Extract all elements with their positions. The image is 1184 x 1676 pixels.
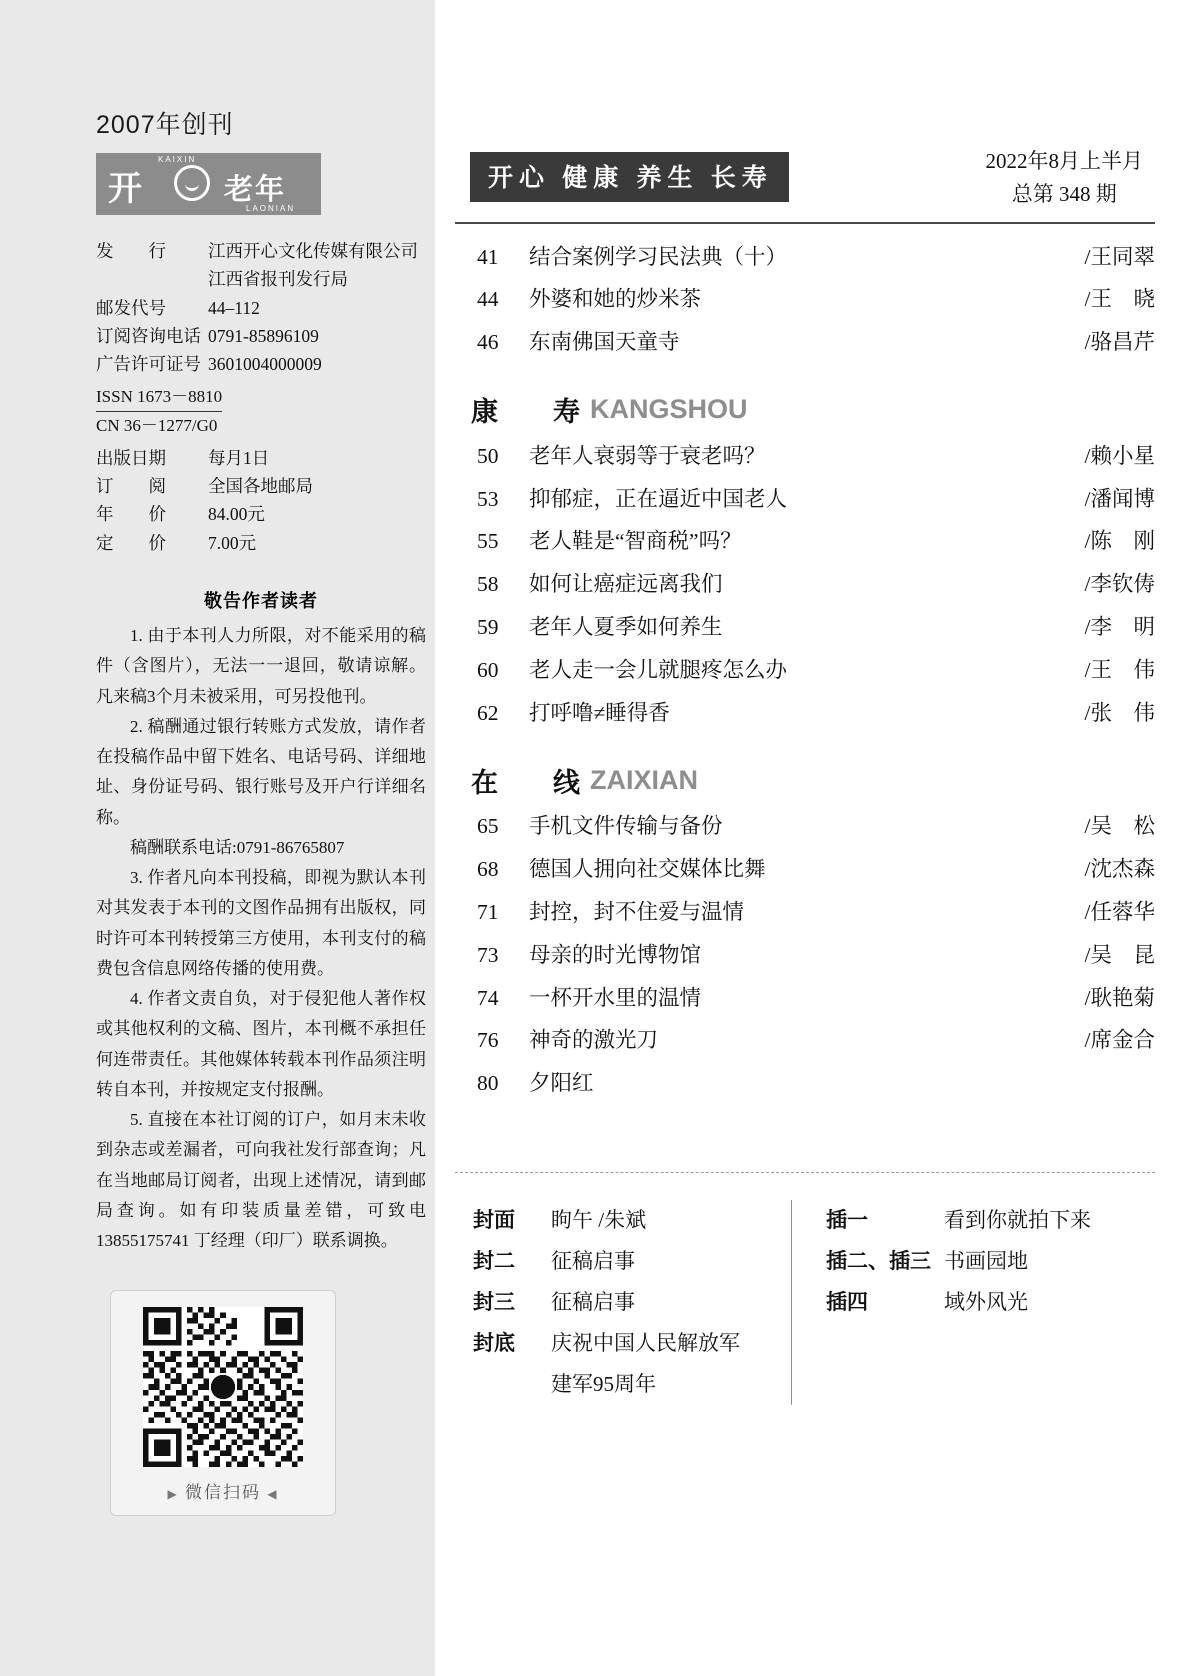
header-divider [455,222,1155,224]
info-value: 84.00元 [208,504,265,525]
credit-label: 插四 [826,1289,868,1314]
info-row-unit-price [96,529,426,557]
toc-page-number: 46 [477,330,499,355]
credit-value: 书画园地 [944,1248,1028,1273]
list-item[interactable] [473,649,1155,692]
toc-article-author: /张 伟 [1084,700,1155,725]
toc-page-number: 76 [477,1028,499,1053]
toc-article-author: /吴 松 [1084,814,1155,839]
cn-code: CN 36－1277/G0 [96,416,218,436]
magazine-logo [96,153,321,215]
info-label: 订阅咨询电话 [96,326,201,347]
toc-article-author: /李 明 [1084,615,1155,640]
toc-article-author: /席金合 [1084,1028,1155,1053]
info-value: 每月1日 [208,447,270,468]
section-header-zaixian [471,761,1155,800]
info-row-subscribe [96,472,426,500]
toc-page-number: 73 [477,942,499,967]
slogan-banner: 开心 健康 养生 长寿 [470,152,789,202]
info-row-postal-code [96,294,426,322]
section-title-cn: 在 线 [471,767,594,798]
toc-article-title: 抑郁症，正在逼近中国老人 [529,486,788,511]
logo-pinyin-top: KAIXIN [158,155,197,164]
info-sub-distribution: 江西省报刊发行局 [208,269,348,290]
info-label: 定 价 [96,532,166,553]
info-value: 江西开心文化传媒有限公司 [208,241,418,261]
toc-page-number: 65 [477,814,499,839]
info-value: 3601004000009 [208,354,322,375]
issue-date: 2022年8月上半月 [985,149,1143,173]
toc-article-author: /王 晓 [1084,287,1155,312]
bottom-divider [455,1172,1155,1173]
arrow-right-icon: ▶ [167,1487,179,1502]
credit-label: 封面 [473,1208,515,1232]
list-item[interactable] [473,521,1155,564]
toc-article-title: 外婆和她的炒米茶 [529,287,702,312]
info-label: 订 阅 [96,476,166,497]
toc-article-title: 老人鞋是“智商税”吗？ [529,529,742,554]
toc-article-title: 德国人拥向社交媒体比舞 [529,857,766,882]
toc-article-author: /陈 刚 [1084,529,1155,554]
info-row-publish-date [96,444,426,472]
info-label: 邮发代号 [96,297,166,318]
list-item[interactable] [473,435,1155,478]
info-value: 44–112 [208,297,260,318]
wechat-qr-card[interactable] [110,1290,336,1516]
list-item[interactable] [473,478,1155,521]
list-item[interactable] [473,849,1155,892]
toc-page-number: 71 [477,900,499,925]
toc-page-number: 50 [477,443,499,468]
credit-row-insert-1 [826,1200,1091,1241]
section-title-cn: 康 寿 [471,397,594,428]
info-label: 发 行 [96,241,166,261]
credit-value-continued: 建军95周年 [551,1371,656,1396]
list-item[interactable] [473,934,1155,977]
toc-article-title: 结合案例学习民法典（十） [529,244,788,269]
qr-code-icon [131,1307,315,1467]
toc-article-author: /骆昌芹 [1084,330,1155,355]
toc-page-number: 41 [477,244,499,269]
toc-article-author: /吴 昆 [1084,942,1155,967]
section-title-pinyin: KANGSHOU [590,394,748,425]
info-row-yearly-price [96,500,426,528]
credit-label: 封二 [473,1248,515,1273]
credit-row-back-cover [473,1323,773,1364]
info-label: 广告许可证号 [96,354,201,375]
list-item[interactable] [473,892,1155,935]
toc-article-title: 老年人衰弱等于衰老吗？ [529,443,766,468]
section-title-pinyin: ZAIXIAN [590,764,698,795]
info-label: 年 价 [96,504,166,525]
toc-article-title: 一杯开水里的温情 [529,985,702,1010]
toc-page-number: 62 [477,700,499,725]
toc-article-title: 东南佛国天童寺 [529,330,680,355]
list-item[interactable] [473,977,1155,1020]
list-item[interactable] [473,806,1155,849]
cover-credits [473,1200,1155,1405]
credit-value: 域外风光 [944,1289,1028,1314]
qr-caption [111,1478,335,1503]
toc-page-number: 55 [477,529,499,554]
toc-article-title: 打呼噜≠睡得香 [529,700,670,725]
info-row-ad-license [96,350,426,378]
contents-panel [455,0,1155,1676]
toc-article-author: /耿艳菊 [1084,985,1155,1010]
toc-article-author: /王同翠 [1084,244,1155,269]
toc-article-title: 老人走一会儿就腿疼怎么办 [529,657,788,682]
notice-paragraph: 1. 由于本刊人力所限，对不能采用的稿件（含图片），无法一一退回，敬请谅解。凡来稿3个月未被采用，可另投他刊。 [96,626,426,706]
toc-article-author: /沈杰森 [1084,857,1155,882]
toc-article-author: /潘闻博 [1084,486,1155,511]
left-info-panel [0,0,435,1676]
toc-page-number: 53 [477,486,499,511]
toc-page-number: 44 [477,287,499,312]
credit-value: 庆祝中国人民解放军 [551,1330,740,1355]
notice-paragraph: 稿酬联系电话:0791-86765807 [130,837,345,857]
arrow-left-icon: ◀ [267,1487,279,1502]
issn-code: ISSN 1673－8810 [96,383,222,413]
section-header-kangshou [471,390,1155,429]
toc-article-author: /任蓉华 [1084,900,1155,925]
toc-page-number: 80 [477,1071,499,1096]
info-value: 0791-85896109 [208,326,319,347]
credit-label: 插一 [826,1208,868,1232]
logo-pinyin-bottom: LAONIAN [246,204,296,213]
qr-caption-text: 微信扫码 [185,1483,261,1503]
info-row-distribution [96,237,426,265]
notice-title: 敬告作者读者 [204,591,318,612]
info-label: 出版日期 [96,447,166,468]
publication-info [96,237,426,557]
notice-paragraph: 4. 作者文责自负，对于侵犯他人著作权或其他权利的文稿、图片，本刊概不承担任何连带责任。其他媒体转载本刊作品须注明转自本刊，并按规定支付报酬。 [96,989,426,1099]
toc-article-author: /王 伟 [1084,657,1155,682]
toc-article-title: 封控，封不住爱与温情 [529,900,745,925]
list-item[interactable] [473,236,1155,279]
credit-row-inside-back [473,1282,773,1323]
notice-paragraph: 3. 作者凡向本刊投稿，即视为默认本刊对其发表于本刊的文图作品拥有出版权，同时许可本刊转授第三方使用，本刊支付的稿费包含信息网络传播的使用费。 [96,868,426,978]
info-row-subscription-phone [96,322,426,350]
credit-value: 征稿启事 [551,1248,635,1273]
credit-value: 征稿启事 [551,1289,635,1314]
toc-page-number: 58 [477,572,499,597]
list-item[interactable] [473,322,1155,365]
credit-label: 封底 [473,1330,515,1355]
logo-laonian-text: 老年 [224,174,287,206]
toc-page-number: 68 [477,857,499,882]
founded-year: 2007年创刊 [96,111,234,139]
toc-article-title: 神奇的激光刀 [529,1028,659,1053]
cover-credits-left [473,1200,792,1405]
issue-info [986,145,1144,210]
notice-paragraph: 5. 直接在本社订阅的订户，如月末未收到杂志或差漏者，可向我社发行部查询；凡在当地邮局订阅者，出现上述情况，请到邮局查询。如有印装质量差错，可致电13855175741 丁经理（印厂）联系调换。 [96,1110,426,1251]
cover-credits-right [792,1200,1091,1405]
toc-page-number: 74 [477,985,499,1010]
credit-row-insert-4 [826,1282,1091,1323]
credit-row-insert-2-3 [826,1241,1091,1282]
toc-page-number: 60 [477,657,499,682]
toc-article-title: 如何让癌症远离我们 [529,572,723,597]
logo-smile-icon [174,165,210,201]
table-of-contents [473,236,1155,1106]
list-item[interactable] [473,564,1155,607]
notice-paragraph: 2. 稿酬通过银行转账方式发放，请作者在投稿作品中留下姓名、电话号码、详细地址、身份证号码、银行账号及开户行详细名称。 [96,716,426,827]
list-item[interactable] [473,279,1155,322]
issue-number: 总第 348 期 [1011,181,1117,206]
toc-article-title: 老年人夏季如何养生 [529,615,723,640]
credit-label: 封三 [473,1289,515,1314]
toc-article-title: 夕阳红 [529,1071,594,1096]
credit-label: 插二、插三 [826,1248,931,1273]
credit-value: 看到你就拍下来 [944,1208,1091,1232]
credit-row-front-cover [473,1200,773,1241]
notice-body [96,621,426,1256]
toc-article-title: 手机文件传输与备份 [529,814,723,839]
info-value: 7.00元 [208,532,257,553]
list-item[interactable] [473,1063,1155,1106]
list-item[interactable] [473,692,1155,735]
info-value: 全国各地邮局 [208,476,313,497]
toc-article-author: /李钦俦 [1084,572,1155,597]
toc-article-author: /赖小星 [1084,443,1155,468]
toc-article-title: 母亲的时光博物馆 [529,942,702,967]
list-item[interactable] [473,1020,1155,1063]
logo-kai-character: 开 [108,171,140,208]
credit-value: 眗午 /朱斌 [551,1208,647,1232]
toc-page-number: 59 [477,615,499,640]
credit-row-inside-front [473,1241,773,1282]
list-item[interactable] [473,607,1155,650]
